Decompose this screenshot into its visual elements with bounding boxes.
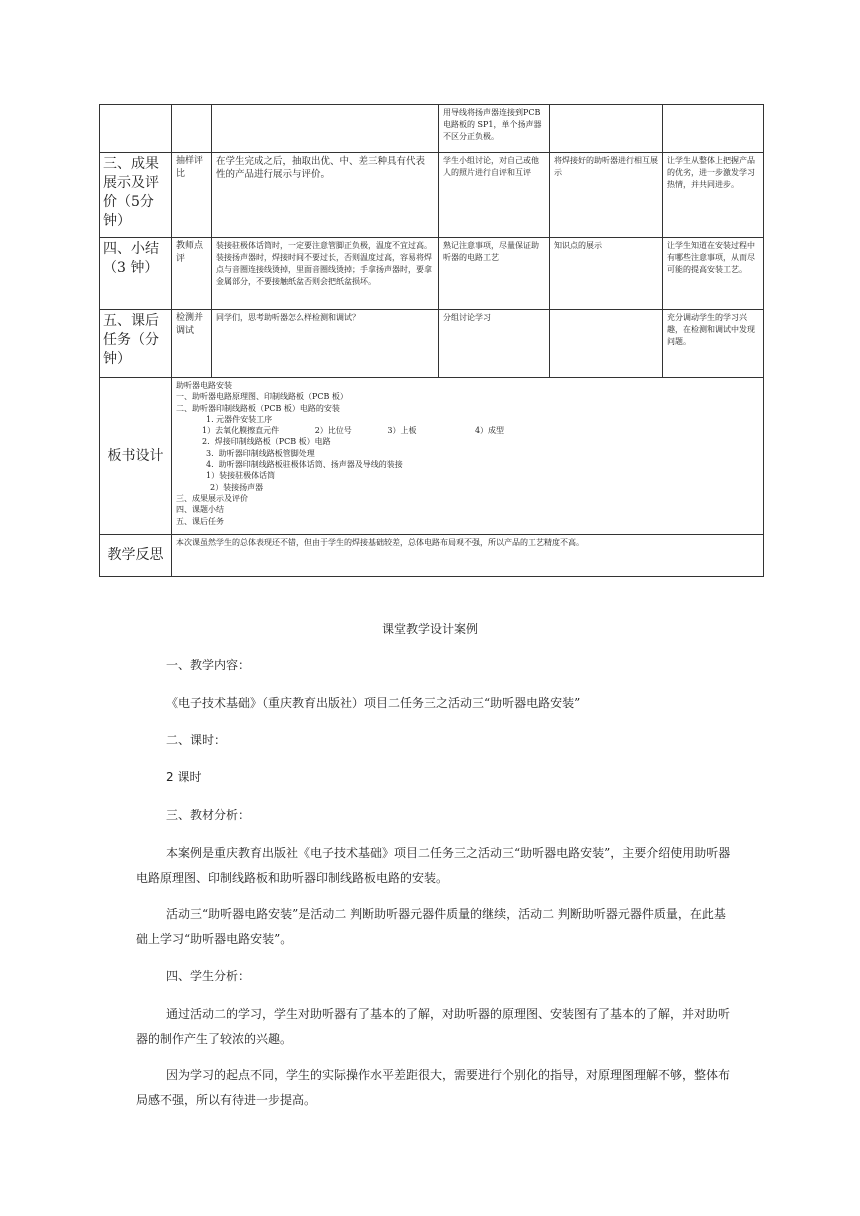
board-line: 4. 助听器印制线路板驻极体话筒、扬声器及导线的装接 <box>206 460 403 470</box>
board-line: 2. 焊接印制线路板（PCB 板）电路 <box>202 437 331 447</box>
stage-cell: 五、课后任务（分钟） <box>100 310 172 378</box>
paragraph: 本案例是重庆教育出版社《电子技术基础》项目二任务三之活动三“助听器电路安装”，主要介绍使用助听器电路原理图、印制线路板和助听器印制线路板电路的安装。 <box>136 846 731 885</box>
board-line: 五、课后任务 <box>176 516 224 526</box>
table-row <box>100 238 764 310</box>
method-cell <box>172 105 212 153</box>
intent-cell: 让学生从整体上把握产品的优劣，进一步激发学习热情，并共同进步。 <box>663 153 764 238</box>
board-line: 2）装接扬声器 <box>210 482 264 492</box>
student-cell: 用导线将扬声器连接到PCB 电路板的 SP1，单个扬声器不区分正负极。 <box>439 105 550 153</box>
teacher-cell <box>212 105 439 153</box>
paragraph: 因为学习的起点不同，学生的实际操作水平差距很大，需要进行个别化的指导，对原理图理解不够，整体布局感不强，所以有待进一步提高。 <box>136 1068 731 1107</box>
student-cell: 学生小组讨论，对自己或他人的照片进行自评和互评 <box>439 153 550 238</box>
board-line: 四、课题小结 <box>176 505 224 515</box>
method-cell: 检测并调试 <box>172 310 212 378</box>
reflection-label: 教学反思 <box>100 535 172 577</box>
table-row <box>100 153 764 238</box>
board-line: 1. 元器件安装工序 <box>206 414 273 424</box>
teacher-cell: 在学生完成之后，抽取出优、中、差三种具有代表性的产品进行展示与评价。 <box>212 153 439 238</box>
stage-cell: 三、成果展示及评价（5分钟） <box>100 153 172 238</box>
method-cell: 抽样评比 <box>172 153 212 238</box>
paragraph: 活动三“助听器电路安装”是活动二 判断助听器元器件质量的继续，活动二 判断助听器元器件质量，在此基础上学习“助听器电路安装”。 <box>136 907 726 946</box>
board-line: 一、助听器电路原理图、印制线路板（PCB 板） <box>176 392 348 402</box>
teacher-cell: 同学们，思考助听器怎么样检测和调试？ <box>212 310 439 378</box>
teacher-cell: 装接驻极体话筒时，一定要注意管脚正负极，温度不宜过高。装接扬声器时，焊接时间不要过长，否则温度过高，容易将焊点与音圈连接线烫掉，里面音圈线烫掉；手拿扬声器时，要拿金属部分，不要接触纸盆否则会把纸盆损坏。 <box>212 238 439 310</box>
media-cell: 将焊接好的助听器进行相互展示 <box>550 153 663 238</box>
method-cell: 教师点评 <box>172 238 212 310</box>
section-heading: 一、教学内容： <box>166 658 251 672</box>
board-line: 助听器电路安装 <box>176 381 232 390</box>
table-row <box>100 105 764 153</box>
student-cell: 分组讨论学习 <box>439 310 550 378</box>
section-heading: 四、学生分析： <box>166 969 251 983</box>
intent-cell: 充分调动学生的学习兴趣，在检测和调试中发现问题。 <box>663 310 764 378</box>
paragraph: 2 课时 <box>166 770 202 784</box>
board-line: 二、助听器印制线路板（PCB 板）电路的安装 <box>176 403 340 413</box>
lesson-plan-table <box>99 104 764 577</box>
board-line: 1）装接驻极体话筒 <box>206 471 276 481</box>
media-cell: 知识点的展示 <box>550 238 663 310</box>
paragraph: 通过活动二的学习，学生对助听器有了基本的了解，对助听器的原理图、安装图有了基本的了解，并对助听器的制作产生了较浓的兴趣。 <box>136 1007 731 1046</box>
stage-cell <box>100 105 172 153</box>
board-design-content <box>172 378 764 535</box>
section-heading: 二、课时： <box>166 733 227 747</box>
intent-cell: 让学生知道在安装过程中有哪些注意事项，从而尽可能的提高安装工艺。 <box>663 238 764 310</box>
document-title: 课堂教学设计案例 <box>381 622 478 636</box>
board-line: 1）去氧化膜擦直元件 2）比位号 3）上板 4）成型 <box>202 426 505 436</box>
student-cell: 熟记注意事项，尽量保证助听器的电路工艺 <box>439 238 550 310</box>
board-line: 3. 助听器印制线路板管脚处理 <box>206 448 315 458</box>
intent-cell <box>663 105 764 153</box>
board-design-row <box>100 378 764 535</box>
board-line: 三、成果展示及评价 <box>176 493 248 503</box>
paragraph: 《电子技术基础》（重庆教育出版社）项目二任务三之活动三“助听器电路安装” <box>166 696 581 710</box>
stage-cell: 四、小结（3 钟） <box>100 238 172 310</box>
reflection-text: 本次课虽然学生的总体表现还不错，但由于学生的焊接基础较差，总体电路布局观不强，所以产品的工艺精度不高。 <box>172 535 764 577</box>
board-design-label: 板书设计 <box>100 378 172 535</box>
media-cell <box>550 310 663 378</box>
media-cell <box>550 105 663 153</box>
table-row <box>100 310 764 378</box>
section-heading: 三、教材分析： <box>166 808 251 822</box>
reflection-row <box>100 535 764 577</box>
